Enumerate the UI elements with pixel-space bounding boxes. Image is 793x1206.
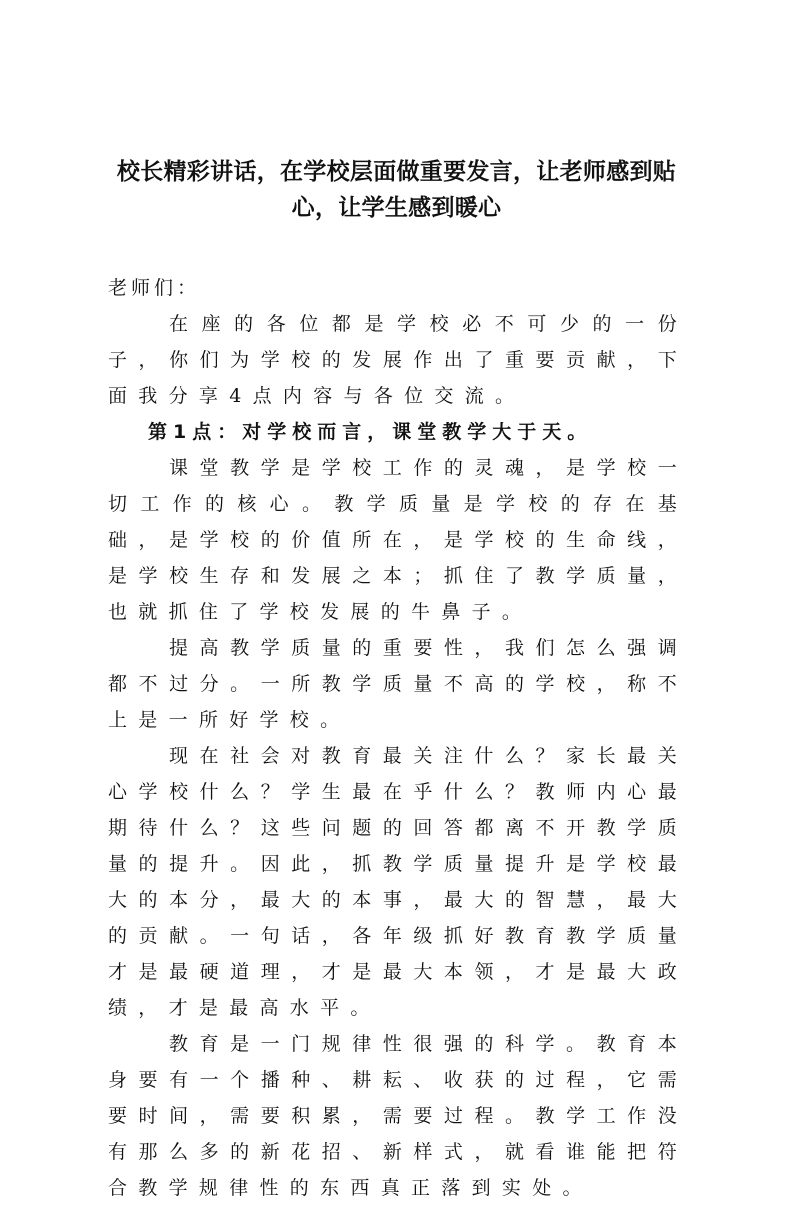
paragraph-teaching-quality: 提高教学质量的重要性，我们怎么强调都不过分。一所教学质量不高的学校，称不上是一所好学校。 [108, 637, 688, 731]
paragraph-intro: 在座的各位都是学校必不可少的一份子，你们为学校的发展作出了重要贡献，下面我分享4点内容与各位交流。 [108, 313, 688, 407]
salutation: 老师们： [108, 277, 201, 299]
document-body [108, 270, 688, 1206]
paragraph-social-concern: 现在社会对教育最关注什么？家长最关心学校什么？学生最在乎什么？教师内心最期待什么？这些问题的回答都离不开教学质量的提升。因此，抓教学质量提升是学校最大的本分，最大的本事，最大的智慧，最大的贡献。一句话，各年级抓好教育教学质量才是最硬道理，才是最大本领，才是最大政绩，才是最高水平。 [108, 745, 688, 1019]
paragraph-classroom-teaching: 课堂教学是学校工作的灵魂，是学校一切工作的核心。教学质量是学校的存在基础，是学校的价值所在，是学校的生命线，是学校生存和发展之本；抓住了教学质量，也就抓住了学校发展的牛鼻子。 [108, 457, 688, 623]
section-heading-point-1: 第1点：对学校而言，课堂教学大于天。 [148, 421, 593, 443]
document-title: 校长精彩讲话，在学校层面做重要发言，让老师感到贴心，让学生感到暖心 [116, 159, 677, 221]
paragraph-education-science: 教育是一门规律性很强的科学。教育本身要有一个播种、耕耘、收获的过程，它需要时间，需要积累，需要过程。教学工作没有那么多的新花招、新样式，就看谁能把符合教学规律性的东西真正落到实处。 [108, 1033, 688, 1199]
